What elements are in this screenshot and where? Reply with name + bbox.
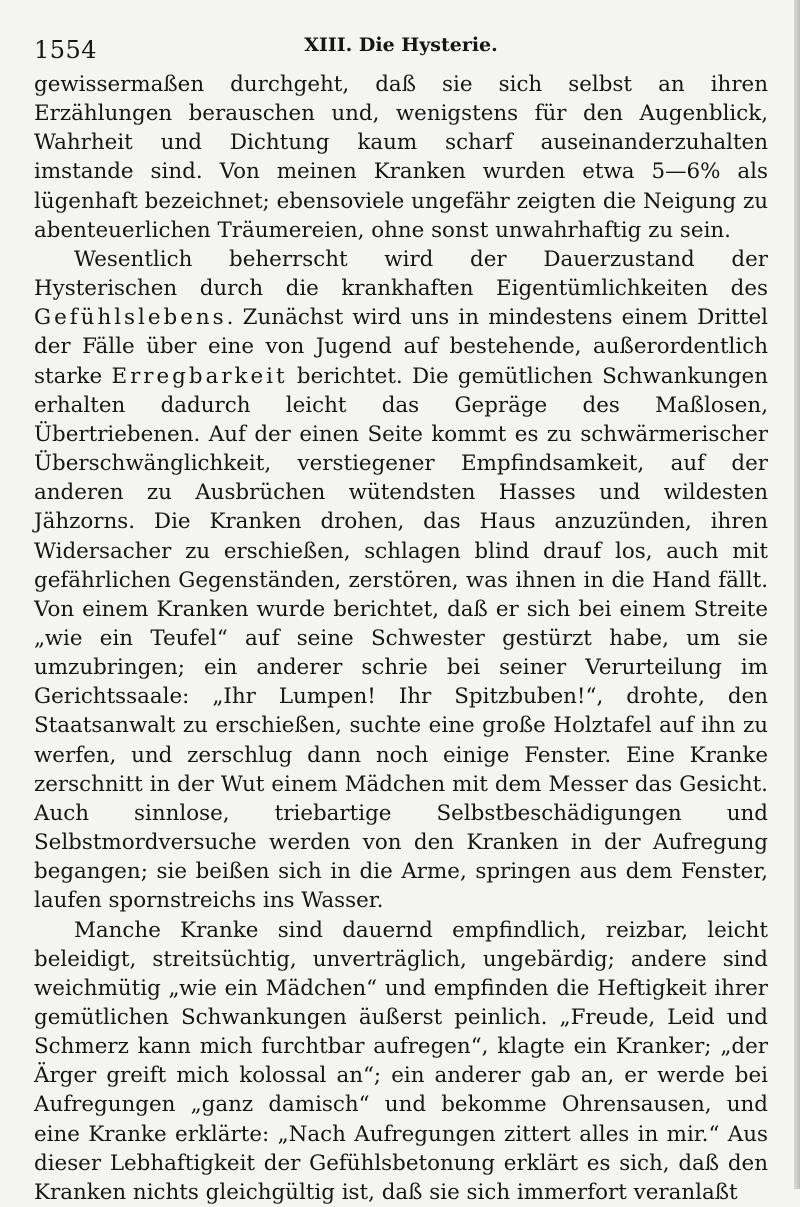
text-run: . Zunächst wird uns in mindestens einem Drittel der Fälle über eine von Jugend auf bestehende, außerordentlich starke [34,305,768,389]
spaced-emphasis: Erregbarkeit [111,363,288,389]
text-run: berichtet. Die gemütlichen Schwankungen erhalten dadurch leicht das Gepräge des Maßlosen, Übertriebenen. Auf der einen Seite kommt es zu schwärmerischer Überschwänglichkeit, verstiegener Empfindsamkeit, auf der anderen zu Ausbrüchen wütendsten Hasses und wildesten Jähzorns. Die Kranken drohen, das Haus anzuzünden, ihren Widersacher zu erschießen, schlagen blind drauf los, auch mit gefährlichen Gegenständen, zerstören, was ihnen in die Hand fällt. Von einem Kranken wurde berichtet, daß er sich bei einem Streite „wie ein Teufel“ auf seine Schwester gestürzt habe, um sie umzubringen; ein anderer schrie bei seiner Verurteilung im Gerichtssaale: „Ihr Lumpen! Ihr Spitzbuben!“, drohte, den Staatsanwalt zu erschießen, suchte eine große Holztafel auf ihn zu werfen, und zerschlug dann noch einige Fenster. Eine Kranke zerschnitt in der Wut einem Mädchen mit dem Messer das Gesicht. Auch sinnlose, triebartige Selbstbeschädigungen und Selbstmordversuche werden von den Kranken in der Aufregung begangen; sie beißen sich in die Arme, springen aus dem Fenster, laufen spornstreichs ins Wasser. [34,363,768,914]
scan-edge [794,0,800,1189]
text-run: gewissermaßen durchgeht, daß sie sich selbst an ihren Erzählungen berauschen und, wenigstens für den Augenblick, Wahrheit und Dichtung kaum scharf auseinanderzuhalten imstande sind. Von meinen Kranken wurden etwa 5—6% als lügenhaft bezeichnet; ebensoviele ungefähr zeigten die Neigung zu abenteuerlichen Träumereien, ohne sonst unwahrhaftig zu sein. [34,72,768,243]
paragraph [34,916,768,1207]
paragraph [34,245,768,916]
spaced-emphasis: Gefühlslebens [34,305,227,331]
paragraph [34,70,768,245]
running-title: XIII. Die Hysterie. [304,34,498,56]
text-run: Manche Kranke sind dauernd empfindlich, reizbar, leicht beleidigt, streitsüchtig, unverträglich, ungebärdig; andere sind weichmütig „wie ein Mädchen“ und empfinden die Heftigkeit ihrer gemütlichen Schwankungen äußerst peinlich. „Freude, Leid und Schmerz kann mich furchtbar aufregen“, klagte ein Kranker; „der Ärger greift mich kolossal an“; ein anderer gab an, er werde bei Aufregungen „ganz damisch“ und bekomme Ohrensausen, und eine Kranke erklärte: „Nach Aufregungen zittert alles in mir.“ Aus dieser Lebhaftigkeit der Gefühlsbetonung erklärt es sich, daß den Kranken nichts gleichgültig ist, daß sie sich immerfort veranlaßt [34,917,768,1205]
text-run: Wesentlich beherrscht wird der Dauerzustand der Hysterischen durch die krankhaften Eigentümlichkeiten des [34,246,768,302]
body-text [34,70,768,1207]
page-number: 1554 [34,36,98,64]
page-header [34,0,768,70]
